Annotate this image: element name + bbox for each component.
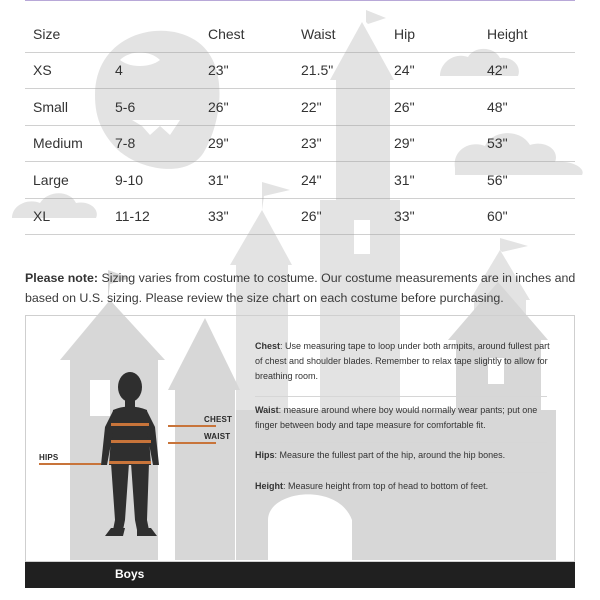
figure-head [118, 372, 142, 402]
cell-height: 60" [487, 198, 575, 235]
chest-tape-line [111, 423, 149, 426]
cell-chest: 23" [208, 52, 301, 89]
sizing-note-label: Please note: [25, 271, 98, 286]
hips-pointer-line [39, 463, 101, 465]
cell-chest: 31" [208, 162, 301, 199]
cell-size-name: XS [25, 52, 115, 89]
figure-left-leg [111, 463, 129, 530]
instruction-waist [255, 403, 551, 433]
cell-waist: 22" [301, 89, 394, 126]
column-header-waist: Waist [301, 16, 394, 52]
cell-height: 53" [487, 125, 575, 162]
column-header-height: Height [487, 16, 575, 52]
instruction-divider [255, 442, 547, 443]
column-header-hip: Hip [394, 16, 487, 52]
instruction-height [255, 479, 551, 494]
cell-size-range: 7-8 [115, 125, 208, 162]
instruction-divider [255, 472, 547, 473]
cell-size-name: Medium [25, 125, 115, 162]
chest-label: CHEST [204, 415, 233, 424]
instruction-text: : Measure height from top of head to bottom of feet. [283, 481, 489, 491]
sizing-note-text: Sizing varies from costume to costume. Our costume measurements are in inches and based on U.S. sizing. Please review the size chart on each costume before purchasing. [25, 271, 576, 306]
table-row [25, 89, 575, 126]
table-row [25, 125, 575, 162]
cell-size-range: 4 [115, 52, 208, 89]
cell-chest: 33" [208, 198, 301, 235]
instruction-chest [255, 339, 551, 384]
waist-pointer-line [168, 442, 216, 444]
measurement-guide-panel [25, 315, 575, 588]
cell-hip: 33" [394, 198, 487, 235]
cell-hip: 29" [394, 125, 487, 162]
chest-pointer-line [168, 425, 216, 427]
column-header-size: Size [25, 16, 115, 52]
guide-footer-bar [25, 562, 575, 588]
hips-label: HIPS [39, 453, 59, 462]
cell-waist: 24" [301, 162, 394, 199]
cell-size-range: 9-10 [115, 162, 208, 199]
figure-left-foot [105, 528, 125, 536]
table-row [25, 162, 575, 199]
cell-waist: 23" [301, 125, 394, 162]
sizing-note [25, 268, 580, 308]
cell-size-name: Large [25, 162, 115, 199]
instruction-term: Chest [255, 341, 281, 351]
cell-size-name: XL [25, 198, 115, 235]
size-chart-table [25, 16, 575, 235]
cell-height: 42" [487, 52, 575, 89]
cell-hip: 26" [394, 89, 487, 126]
cell-hip: 24" [394, 52, 487, 89]
cell-size-name: Small [25, 89, 115, 126]
figure-torso [109, 407, 151, 466]
hip-tape-line [109, 461, 151, 464]
instruction-term: Waist [255, 405, 279, 415]
instruction-hips [255, 448, 551, 463]
waist-label: WAIST [204, 432, 231, 441]
column-header-chest: Chest [208, 16, 301, 52]
table-row [25, 52, 575, 89]
cell-height: 48" [487, 89, 575, 126]
instruction-term: Height [255, 481, 283, 491]
instruction-text: : measure around where boy would normally wear pants; put one finger between body and tape measure for comfortable fit. [255, 405, 538, 430]
instruction-text: : Use measuring tape to loop under both armpits, around fullest part of chest and shoulder blades. Remember to relax tape slightly to allow for breathing room. [255, 341, 550, 381]
cell-chest: 26" [208, 89, 301, 126]
cell-size-range: 11-12 [115, 198, 208, 235]
instruction-divider [255, 396, 547, 397]
top-rule [25, 0, 575, 1]
footer-label-boys: Boys [115, 567, 145, 581]
figure-right-foot [137, 528, 157, 536]
table-row [25, 198, 575, 235]
cell-height: 56" [487, 162, 575, 199]
waist-tape-line [111, 440, 151, 443]
column-header-size-range [115, 16, 208, 52]
cell-chest: 29" [208, 125, 301, 162]
cell-waist: 21.5" [301, 52, 394, 89]
cell-waist: 26" [301, 198, 394, 235]
figure-right-leg [131, 463, 149, 530]
instruction-term: Hips [255, 450, 275, 460]
cell-size-range: 5-6 [115, 89, 208, 126]
table-header-row [25, 16, 575, 52]
instruction-text: : Measure the fullest part of the hip, around the hip bones. [274, 450, 506, 460]
cell-hip: 31" [394, 162, 487, 199]
